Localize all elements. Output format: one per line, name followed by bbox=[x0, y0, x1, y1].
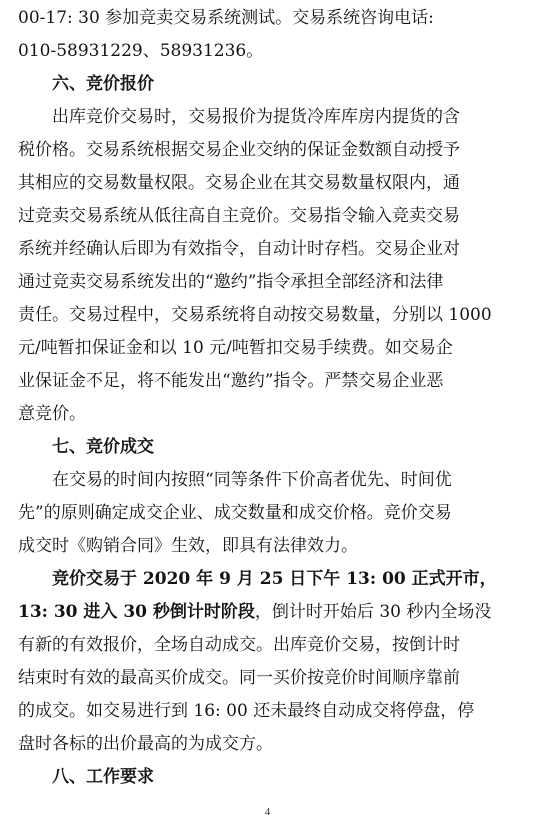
text-line: 意竞价。 bbox=[18, 404, 86, 424]
bold-text: 竞价交易于 2020 年 9 月 25 日下午 13: 00 正式开市， bbox=[52, 569, 497, 589]
section-heading-6: 六、竞价报价 bbox=[52, 74, 154, 94]
text-line: 通过竞卖交易系统发出的“邀约”指令承担全部经济和法律 bbox=[18, 272, 444, 292]
text-line: 的成交。如交易进行到 16: 00 还未最终自动成交将停盘，停 bbox=[18, 701, 475, 721]
section-heading-8: 八、工作要求 bbox=[52, 767, 154, 787]
text-line-mixed bbox=[18, 600, 518, 624]
text-line: 在交易的时间内按照“同等条件下价高者优先、时间优 bbox=[52, 470, 452, 490]
text-line: 有新的有效报价，全场自动成交。出库竞价交易，按倒计时 bbox=[18, 635, 460, 655]
text-line: 业保证金不足，将不能发出“邀约”指令。严禁交易企业恶 bbox=[18, 371, 444, 391]
section-heading-7: 七、竞价成交 bbox=[52, 437, 154, 457]
text-line: 过竞卖交易系统从低往高自主竞价。交易指令输入竞卖交易 bbox=[18, 206, 460, 226]
text-line: 责任。交易过程中，交易系统将自动按交易数量，分别以 1000 bbox=[18, 305, 492, 325]
text-line-bold bbox=[52, 567, 518, 591]
text-line: 010-58931229、58931236。 bbox=[18, 41, 264, 61]
text-line: 先”的原则确定成交企业、成交数量和成交价格。竞价交易 bbox=[18, 503, 452, 523]
bold-text: 13: 30 进入 30 秒倒计时阶段 bbox=[18, 602, 255, 622]
page-number: 4 bbox=[264, 806, 271, 818]
text-line: 出库竞价交易时，交易报价为提货冷库库房内提货的含 bbox=[52, 107, 460, 127]
text-line: 元/吨暂扣保证金和以 10 元/吨暂扣交易手续费。如交易企 bbox=[18, 338, 453, 358]
text-line: 系统并经确认后即为有效指令，自动计时存档。交易企业对 bbox=[18, 239, 460, 259]
text-line: 税价格。交易系统根据交易企业交纳的保证金数额自动授予 bbox=[18, 140, 460, 160]
text-line: 结束时有效的最高买价成交。同一买价按竞价时间顺序靠前 bbox=[18, 668, 460, 688]
text-line: 盘时各标的出价最高的为成交方。 bbox=[18, 734, 273, 754]
text-line: 成交时《购销合同》生效，即具有法律效力。 bbox=[18, 536, 358, 556]
regular-text: ，倒计时开始后 30 秒内全场没 bbox=[254, 602, 492, 622]
text-line: 其相应的交易数量权限。交易企业在其交易数量权限内，通 bbox=[18, 173, 460, 193]
text-line: 00-17: 30 参加竞卖交易系统测试。交易系统咨询电话: bbox=[18, 8, 434, 28]
